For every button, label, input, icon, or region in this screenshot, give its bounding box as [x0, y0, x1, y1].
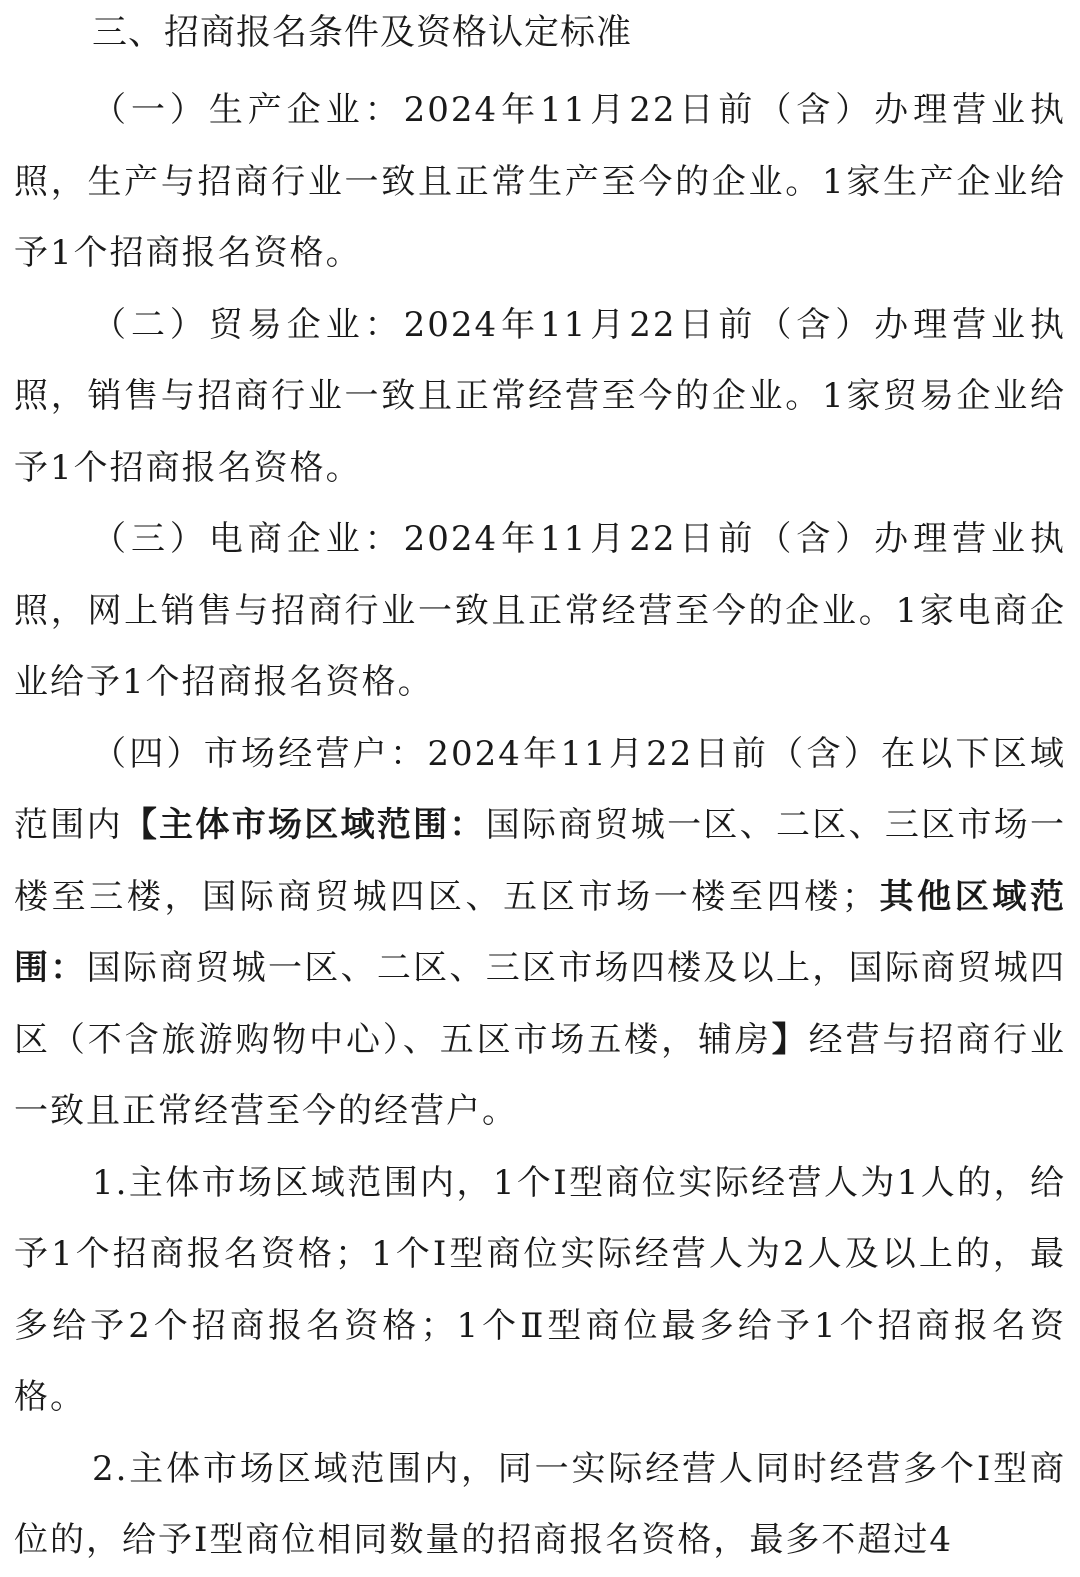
paragraph-rule-2: 2.主体市场区域范围内，同一实际经营人同时经营多个Ⅰ型商位的，给予Ⅰ型商位相同数量的招商报名资格，最多不超过4 [14, 1448, 1066, 1560]
other-area-text: 国际商贸城一区、二区、三区市场四楼及以上，国际商贸城四区（不含旅游购物中心）、五区市场五楼，辅房 [14, 948, 1067, 1060]
section-heading: 三、招商报名条件及资格认定标准 [92, 13, 633, 53]
paragraph-trade-enterprise: （二）贸易企业：2024年11月22日前（含）办理营业执照，销售与招商行业一致且正常经营至今的企业。1家贸易企业给予1个招商报名资格。 [14, 304, 1066, 488]
main-market-area-label: 【主体市场区域范围： [122, 805, 486, 845]
document-page [14, 6, 1066, 1577]
other-area-label: 其他区域范围： [14, 876, 1067, 988]
paragraph-ecommerce-enterprise: （三）电商企业：2024年11月22日前（含）办理营业执照，网上销售与招商行业一致且正常经营至今的企业。1家电商企业给予1个招商报名资格。 [14, 519, 1066, 702]
closing-bracket: 】 [771, 1019, 809, 1060]
market-operator-intro: （四）市场经营户：2024年11月22日前（含）在以下区域范围内 [14, 733, 1066, 845]
main-market-area-text: 国际商贸城一区、二区、三区市场一楼至三楼，国际商贸城四区、五区市场一楼至四楼； [14, 805, 1067, 917]
market-operator-ending: 经营与招商行业一致且正常经营至今的经营户。 [14, 1019, 1067, 1131]
paragraph-market-operator [14, 719, 1066, 1148]
paragraph-rule-1: 1.主体市场区域范围内，1个Ⅰ型商位实际经营人为1人的，给予1个招商报名资格；1个Ⅰ型商位实际经营人为2人及以上的，最多给予2个招商报名资格；1个Ⅱ型商位最多给予1个招商报名资格。 [14, 1162, 1066, 1417]
paragraph-production-enterprise: （一）生产企业：2024年11月22日前（含）办理营业执照，生产与招商行业一致且正常生产至今的企业。1家生产企业给予1个招商报名资格。 [14, 90, 1066, 273]
